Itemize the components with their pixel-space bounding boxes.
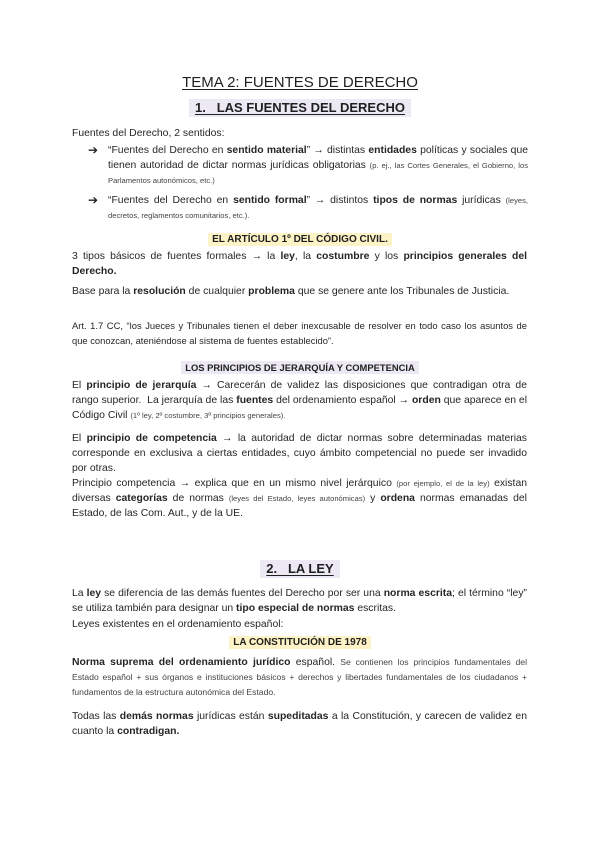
section-heading-fuentes [0,100,600,115]
text: jurídicas están [193,711,268,722]
bold-text: orden [411,395,441,406]
small-note: (leyes, decretos, reglamentos comunitarios, etc.). [108,196,528,220]
text: normas emanadas del Estado, de las Com. Aut., y de la UE. [72,493,527,519]
subheading-principios [0,362,600,373]
paragraph-tipos [72,249,527,279]
bold-text: sentido material [226,145,307,156]
paragraph-constitucion [72,655,527,700]
quote-art-1-7: Art. 1.7 CC, “los Jueces y Tribunales tienen el deber inexcusable de resolver en todo caso los asuntos de que conozcan, ateniéndose al sistema de fuentes establecido”. [72,320,527,346]
paragraph-leyes-existentes: Leyes existentes en el ordenamiento español: [72,619,284,630]
text: del ordenamiento español → [273,395,412,406]
text: existan diversas [72,478,527,504]
text: → Carecerán de validez las disposiciones que contradigan otra de rango superior. La jerarquía de las [72,380,527,406]
bold-text: problema [248,286,295,297]
text: de cualquier [185,286,249,297]
bold-text: contradigan. [117,726,180,737]
subheading-constitucion [0,637,600,648]
text: jurídicas [457,195,506,206]
paragraph-jerarquia [72,378,527,423]
text: → la autoridad de dictar normas sobre determinadas materias corresponde en exclusiva a ciertas entidades, cuyo ámbito competencial no puede ser invadido por otras. [72,433,527,474]
paragraph-supeditadas [72,709,527,739]
bullet-material [108,143,528,188]
arrow-bullet-icon: ➔ [88,193,99,207]
bold-text: resolución [133,286,186,297]
text: La [72,588,87,599]
text: “Fuentes del Derecho en [108,145,227,156]
text: Base para la [72,286,134,297]
text: se diferencia de las demás fuentes del Derecho por ser una [101,588,384,599]
bold-text: ley [86,588,102,599]
bold-text: fuentes [236,395,274,406]
bold-text: entidades [368,145,417,156]
small-note: (leyes del Estado, leyes autonómicas) [228,494,366,503]
small-note: (1º ley, 2º costumbre, 3º principios generales). [130,411,286,420]
bold-text: costumbre [316,251,370,262]
text: 3 tipos básicos de fuentes formales → la [72,251,281,262]
bold-text: ley [280,251,295,262]
bold-text: supeditadas [267,711,329,722]
subheading-articulo [0,234,600,245]
text: , la [294,251,317,262]
bold-text: principio de jerarquía [86,380,197,391]
intro-text: Fuentes del Derecho, 2 sentidos: [72,128,225,139]
bold-text: principios generales del Derecho. [72,251,528,277]
text: “Fuentes del Derecho en [108,195,234,206]
text: Principio competencia → explica que en un mismo nivel jerárquico [72,478,397,489]
text: que se genere ante los Tribunales de Justicia. [294,286,510,297]
text: que aparece en el Código Civil [72,395,528,421]
text: a la Constitución, y carecen de validez en cuanto la [72,711,527,737]
text: ” → distintos [306,195,374,206]
text: español. [290,657,341,668]
bullet-formal [108,193,528,223]
subheading-text: EL ARTÍCULO 1º DEL CÓDIGO CIVIL. [208,233,392,246]
subheading-text: LA CONSTITUCIÓN DE 1978 [229,636,371,649]
bold-text: tipo especial de normas [236,603,355,614]
paragraph-base [72,284,527,299]
text: Todas las [72,711,120,722]
text: El [72,433,87,444]
small-note: (p. ej., las Cortes Generales, el Gobierno, los Parlamentos autonómicos, etc.) [108,161,528,185]
bold-text: categorías [115,493,168,504]
text: El [72,380,87,391]
text: escritas. [354,603,397,614]
small-note: (por ejemplo, el de la ley) [396,479,490,488]
text: de normas [167,493,229,504]
paragraph-competencia [72,431,527,476]
bold-text: ordena [380,493,415,504]
bold-text: tipos de normas [373,195,458,206]
text: y los [369,251,404,262]
text: y [365,493,381,504]
paragraph-competencia-2 [72,476,527,521]
text: ” → distintas [306,145,369,156]
section-heading-text: 2. LA LEY [260,560,339,578]
bold-text: Norma suprema del ordenamiento jurídico [72,657,291,668]
text: ; el término “ley” se utiliza también para designar un [72,588,527,614]
paragraph-ley [72,586,527,616]
bold-text: norma escrita [383,588,453,599]
bold-text: demás normas [119,711,194,722]
text: políticas y sociales que tienen autoridad de dictar normas jurídicas obligatorias [108,145,528,171]
section-heading-text: 1. LAS FUENTES DEL DERECHO [189,99,411,117]
section-heading-ley [0,561,600,576]
arrow-bullet-icon: ➔ [88,143,99,157]
small-note: Se contienen los principios fundamentales del Estado español + sus órganos e instituciones básicos + derechos y libertades fundamentales de los ciudadanos + fundamentos de la estructura autonómica del Estado. [72,657,527,697]
subheading-text: LOS PRINCIPIOS DE JERARQUÍA Y COMPETENCIA [181,361,419,374]
page-title: TEMA 2: FUENTES DE DERECHO [182,74,418,91]
bold-text: principio de competencia [86,433,217,444]
bold-text: sentido formal [233,195,307,206]
